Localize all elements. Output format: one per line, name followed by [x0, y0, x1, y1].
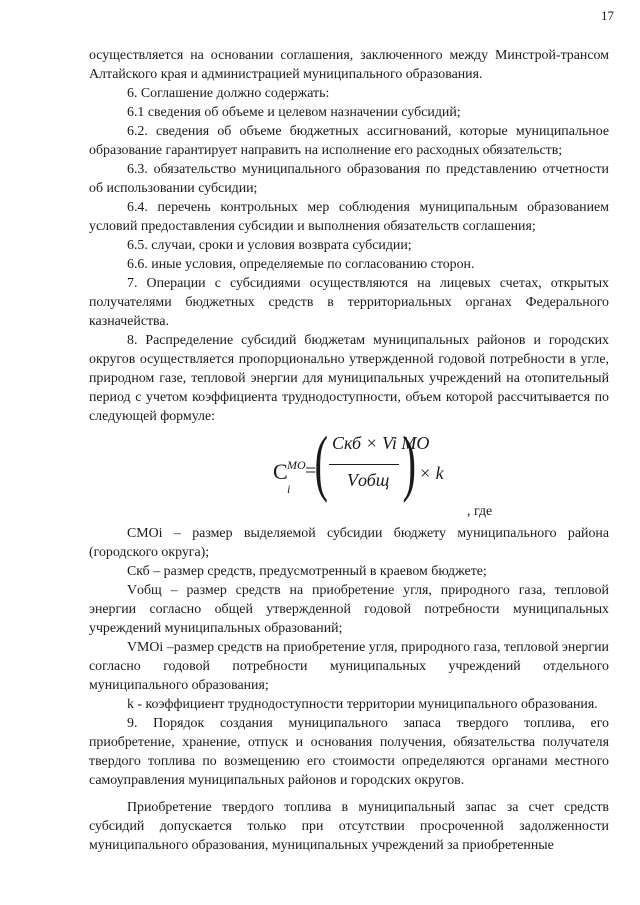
definition-v-total: Vобщ – размер средств на приобретение угля, природного газа, тепловой энергии согласно общей утвержденной годовой потребности муниципальных учреждений муниципальных образований;	[89, 583, 609, 636]
definition-k: k - коэффициент труднодоступности территории муниципального образования.	[127, 697, 598, 712]
formula-lhs: C MO i	[273, 462, 288, 481]
formula-equals: =	[305, 460, 317, 482]
paragraph-7: 7. Операции с субсидиями осуществляются на лицевых счетах, открытых получателями бюджетных средств в территориальных органах Федерального казначейства.	[89, 276, 609, 329]
paragraph-continuation: осуществляется на основании соглашения, заключенного между Минстрой-трансом Алтайского края и администрацией муниципального образования.	[89, 48, 609, 82]
definition-c-mo: CMOi – размер выделяемой субсидии бюджету муниципального района (городского округа);	[89, 526, 609, 560]
formula-left-paren: (	[314, 422, 329, 504]
definition-c-kb: Cкб – размер средств, предусмотренный в краевом бюджете;	[127, 564, 487, 579]
formula-right-paren: )	[402, 422, 417, 504]
paragraph-6-5: 6.5. случаи, сроки и условия возврата субсидии;	[127, 238, 412, 253]
formula-lhs-superscript: MO	[287, 458, 306, 472]
paragraph-8: 8. Распределение субсидий бюджетам муниципальных районов и городских округов осуществляется пропорционально утвержденной годовой потребности в угле, природном газе, тепловой энергии для муниципальных учреждений на отопительный период с учетом коэффициента труднодоступности, объем которой рассчитывается по следующей формуле:	[89, 333, 609, 424]
page-number: 17	[601, 8, 614, 23]
subsidy-formula	[89, 422, 609, 524]
paragraph-solid-fuel: Приобретение твердого топлива в муниципальный запас за счет средств субсидий допускается только при отсутствии просроченной задолженности муниципального образования, муниципальных учреждений за приобретенные	[89, 800, 609, 853]
document-body	[89, 46, 609, 855]
definition-v-mo: VMOi –размер средств на приобретение угля, природного газа, тепловой энергии согласно годовой потребности муниципальных учреждений отдельного муниципального образования;	[89, 640, 609, 693]
formula-where: , где	[467, 504, 493, 519]
paragraph-6-6: 6.6. иные условия, определяемые по согласованию сторон.	[127, 257, 475, 272]
paragraph-6-3: 6.3. обязательство муниципального образования по представлению отчетности об использовании субсидии;	[89, 162, 609, 196]
paragraph-6: 6. Соглашение должно содержать:	[127, 86, 330, 101]
paragraph-6-4: 6.4. перечень контрольных мер соблюдения муниципальным образованием условий предоставления субсидии и выполнения обязательств соглашения;	[89, 200, 609, 234]
formula-fraction-line	[329, 464, 399, 465]
paragraph-9: 9. Порядок создания муниципального запаса твердого топлива, его приобретение, хранение, отпуск и основания получения, обязательства получателя твердого топлива по возмещению его стоимости определяются органами местного самоуправления муниципальных районов и городских округов.	[89, 716, 609, 788]
paragraph-6-2: 6.2. сведения об объеме бюджетных ассигнований, которые муниципальное образование гарантирует направить на исполнение его расходных обязательств;	[89, 124, 609, 158]
formula-multiplier: × k	[419, 463, 444, 483]
formula-lhs-subscript: i	[287, 482, 291, 496]
formula-denominator: Vобщ	[347, 470, 390, 490]
paragraph-6-1: 6.1 сведения об объеме и целевом назначении субсидий;	[127, 105, 461, 120]
formula-numerator: Cкб × Vi MO	[332, 433, 430, 453]
